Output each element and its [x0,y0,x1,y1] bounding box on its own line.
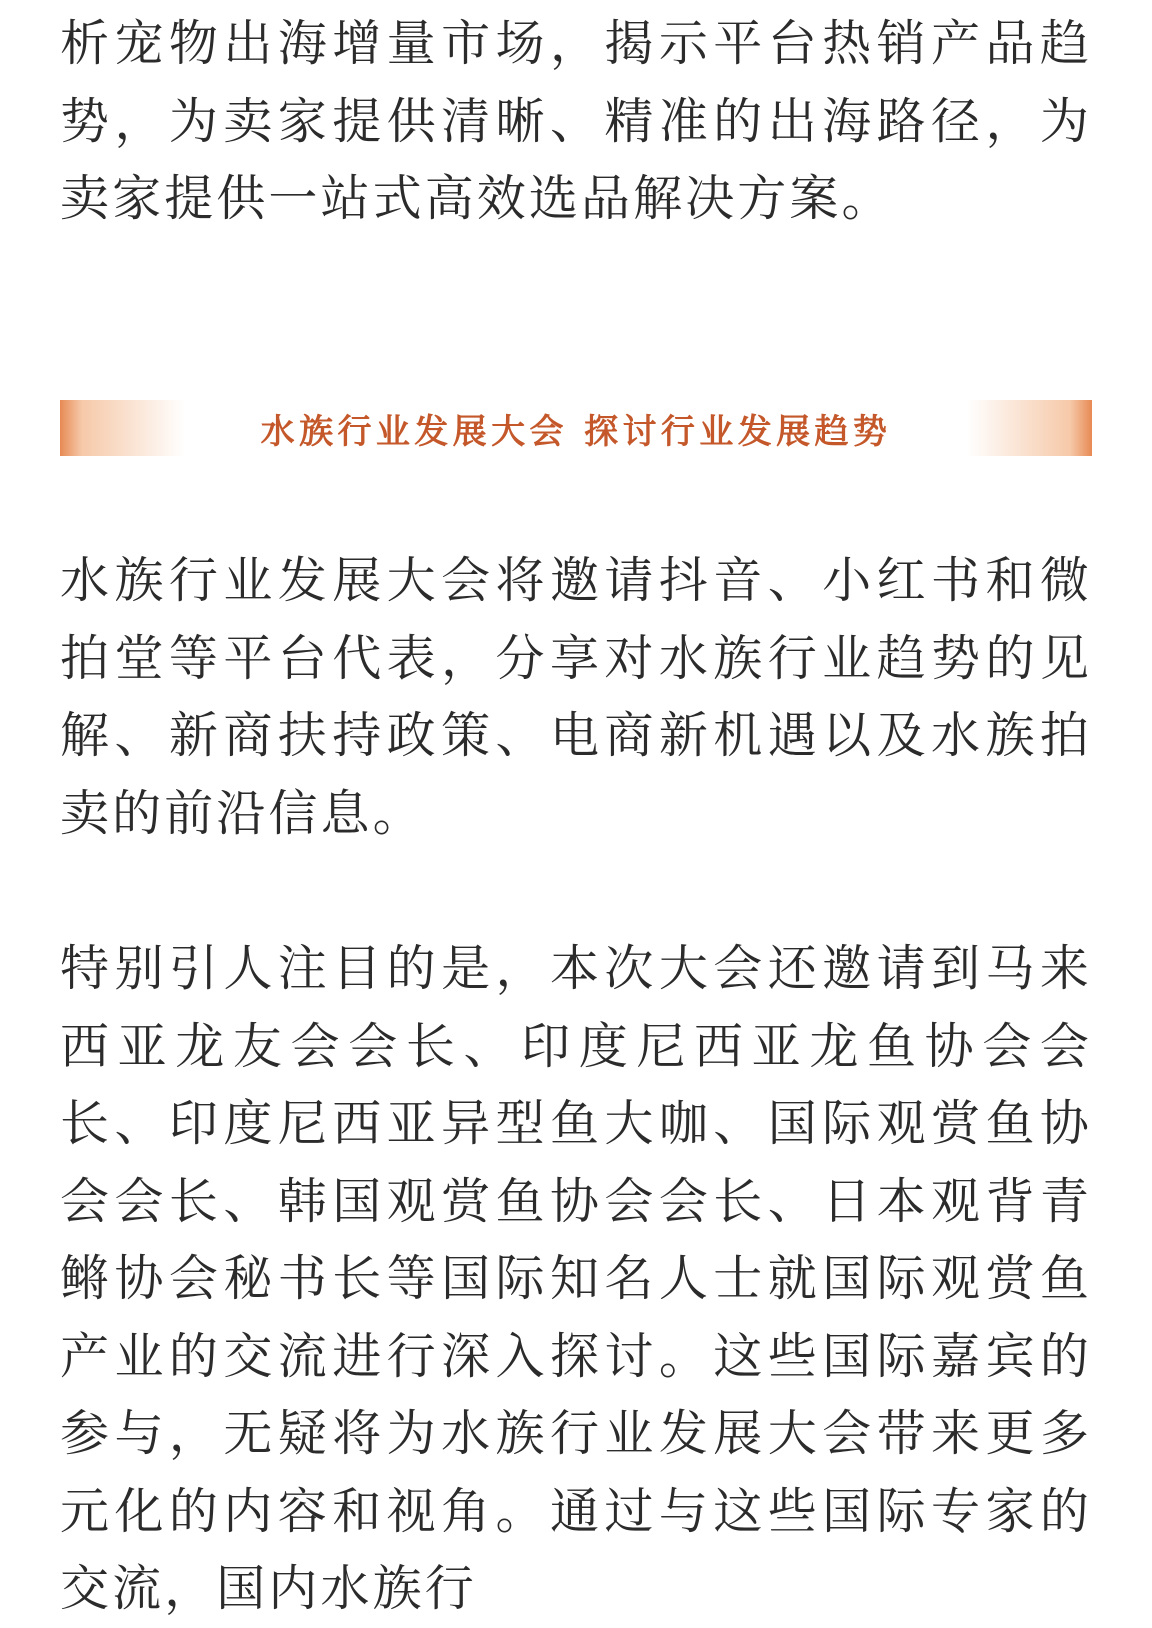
section-title-banner [60,400,1092,456]
article-paragraph-2: 特别引人注目的是，本次大会还邀请到马来西亚龙友会会长、印度尼西亚龙鱼协会会长、印度尼西亚异型鱼大咖、国际观赏鱼协会会长、韩国观赏鱼协会会长、日本观背青鳉协会秘书长等国际知名人士就国际观赏鱼产业的交流进行深入探讨。这些国际嘉宾的参与，无疑将为水族行业发展大会带来更多元化的内容和视角。通过与这些国际专家的交流，国内水族行 [60,940,1092,1617]
article-paragraph-intro: 析宠物出海增量市场，揭示平台热销产品趋势，为卖家提供清晰、精准的出海路径，为卖家提供一站式高效选品解决方案。 [60,15,1092,227]
article-paragraph-1: 水族行业发展大会将邀请抖音、小红书和微拍堂等平台代表，分享对水族行业趋势的见解、新商扶持政策、电商新机遇以及水族拍卖的前沿信息。 [60,552,1092,842]
section-title: 水族行业发展大会 探讨行业发展趋势 [260,411,892,452]
